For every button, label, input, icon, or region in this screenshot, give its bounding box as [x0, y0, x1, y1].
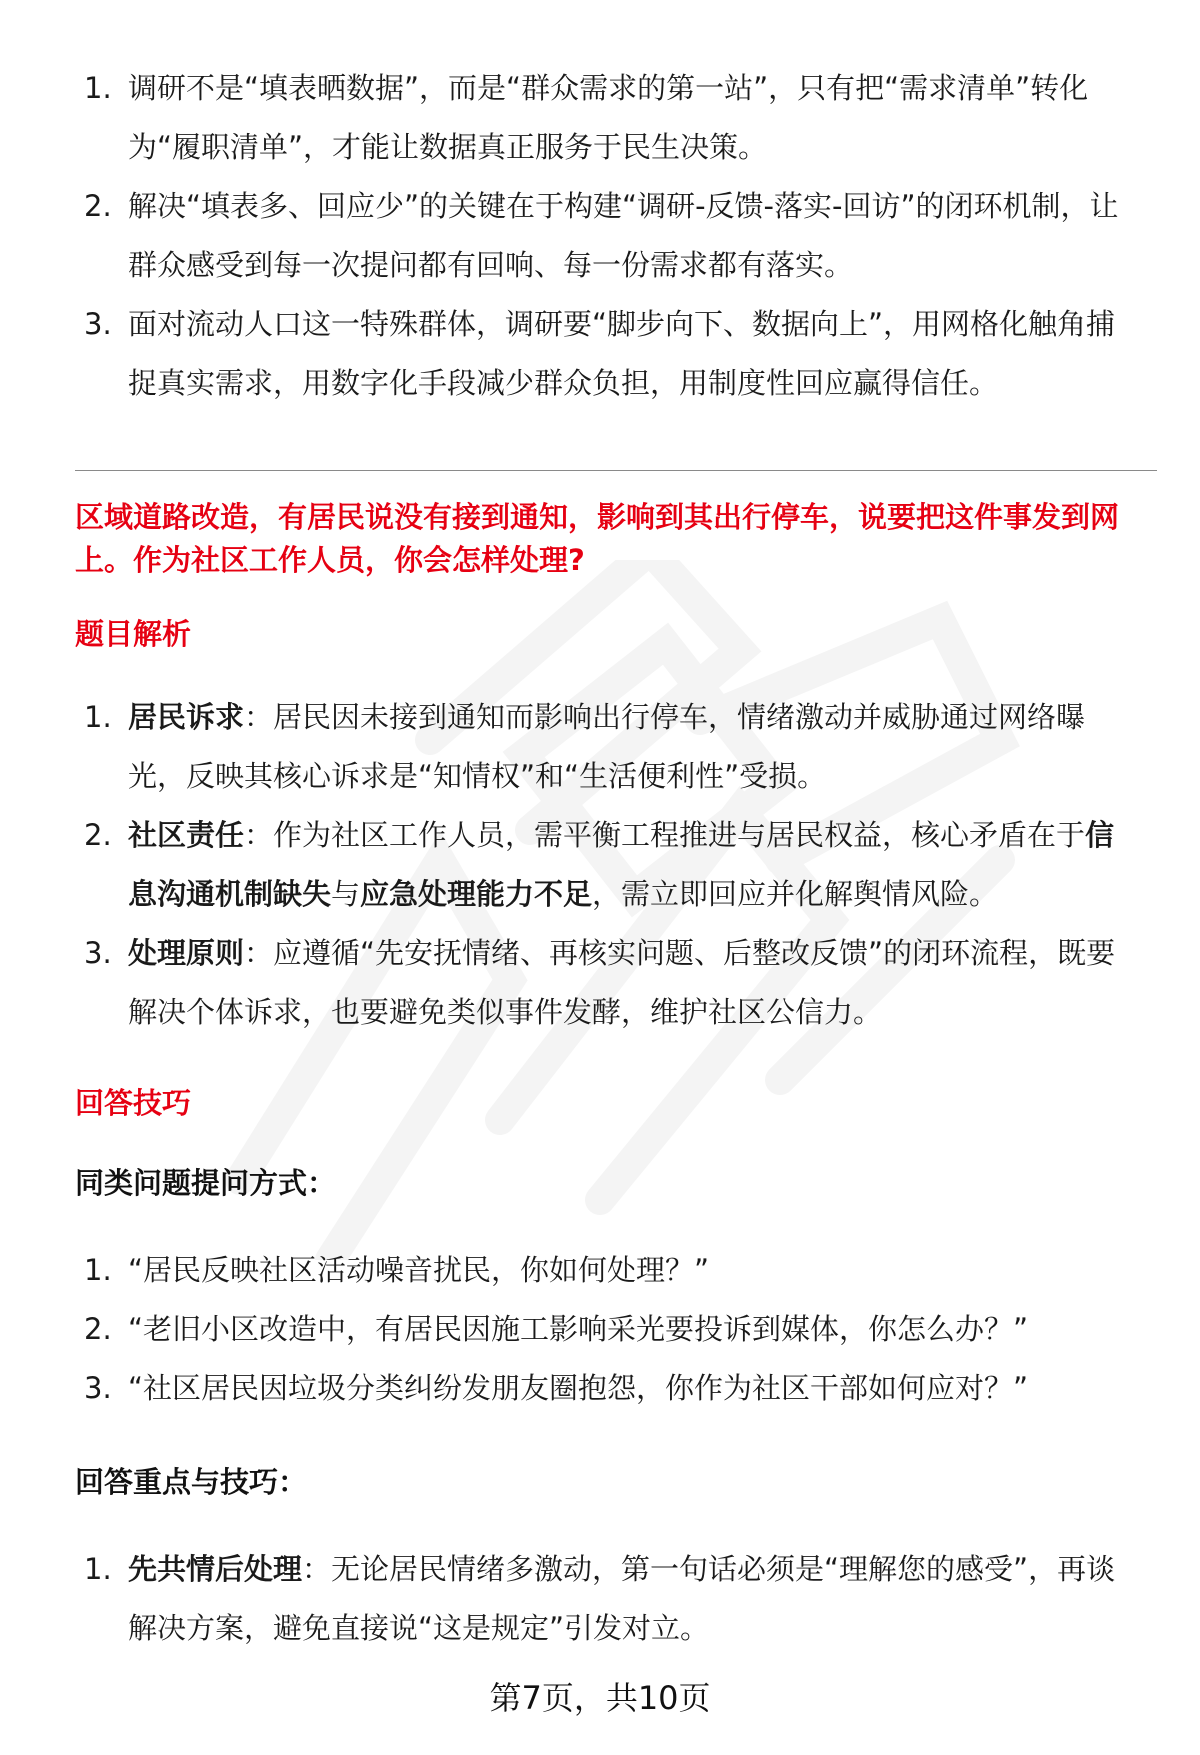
analysis-heading: 题目解析: [75, 617, 192, 651]
list-item-text: “居民反映社区活动噪音扰民，你如何处理？”: [128, 1253, 710, 1287]
skills-heading: 回答技巧: [75, 1086, 192, 1120]
list-number: 1.: [84, 71, 112, 105]
item-separator: ：: [244, 936, 274, 970]
item-label: 处理原则: [128, 936, 245, 970]
similar-questions-heading: 同类问题提问方式：: [75, 1166, 337, 1200]
question-title: 区域道路改造，有居民说没有接到通知，影响到其出行停车，说要把这件事发到网上。作为社区工作人员，你会怎样处理?: [75, 500, 1120, 577]
item-separator: ：: [244, 700, 274, 734]
list-number: 2.: [84, 818, 112, 852]
list-item-text: 应遵循“先安抚情绪、再核实问题、后整改反馈”的闭环流程，既要解决个体诉求，也要避免类似事件发酵，维护社区公信力。: [128, 936, 1116, 1029]
list-item-text: “老旧小区改造中，有居民因施工影响采光要投诉到媒体，你怎么办？”: [128, 1312, 1029, 1346]
list-item: [0, 1300, 1200, 1359]
list-item: [0, 1540, 1200, 1658]
list-item: [0, 806, 1200, 924]
item-label: 社区责任: [128, 818, 245, 852]
item-label: 先共情后处理: [128, 1552, 303, 1586]
list-item: [0, 1359, 1200, 1418]
item-separator: ：: [244, 818, 274, 852]
list-item-text: 与: [331, 877, 361, 911]
top-numbered-list: [0, 59, 1200, 413]
list-item: [0, 924, 1200, 1042]
list-item-text: 无论居民情绪多激动，第一句话必须是“理解您的感受”，再谈解决方案，避免直接说“这是规定”引发对立。: [128, 1552, 1116, 1645]
list-number: 3.: [84, 307, 112, 341]
key-points-heading: 回答重点与技巧：: [75, 1465, 308, 1499]
list-item-text: “社区居民因垃圾分类纠纷发朋友圈抱怨，你作为社区干部如何应对？”: [128, 1371, 1029, 1405]
list-number: 3.: [84, 1371, 112, 1405]
list-item-text: ，需立即回应并化解舆情风险。: [592, 877, 999, 911]
item-label: 居民诉求: [128, 700, 245, 734]
list-item: [0, 295, 1200, 413]
emphasis-text: 应急处理能力不足: [360, 877, 593, 911]
list-item-text: 作为社区工作人员，需平衡工程推进与居民权益，核心矛盾在于: [273, 818, 1086, 852]
section-divider: [75, 470, 1157, 471]
list-item-text: 调研不是“填表晒数据”，而是“群众需求的第一站”，只有把“需求清单”转化为“履职清单”，才能让数据真正服务于民生决策。: [128, 71, 1089, 164]
list-number: 1.: [84, 1253, 112, 1287]
list-item-text: 解决“填表多、回应少”的关键在于构建“调研-反馈-落实-回访”的闭环机制，让群众感受到每一次提问都有回响、每一份需求都有落实。: [128, 189, 1119, 282]
list-item-text: 面对流动人口这一特殊群体，调研要“脚步向下、数据向上”，用网格化触角捕捉真实需求，用数字化手段减少群众负担，用制度性回应赢得信任。: [128, 307, 1116, 400]
list-number: 3.: [84, 936, 112, 970]
list-item: [0, 59, 1200, 177]
analysis-list: [0, 688, 1200, 1042]
item-separator: ：: [302, 1552, 332, 1586]
similar-questions-list: [0, 1241, 1200, 1418]
list-item: [0, 1241, 1200, 1300]
page-number-footer: 第7页，共10页: [489, 1679, 711, 1717]
list-number: 2.: [84, 189, 112, 223]
emphasis-text: 信息沟通机制缺失: [128, 818, 1115, 911]
list-item-text: 居民因未接到通知而影响出行停车，情绪激动并威胁通过网络曝光，反映其核心诉求是“知情权”和“生活便利性”受损。: [128, 700, 1086, 793]
list-item: [0, 688, 1200, 806]
list-number: 1.: [84, 1552, 112, 1586]
list-number: 1.: [84, 700, 112, 734]
list-number: 2.: [84, 1312, 112, 1346]
list-item: [0, 177, 1200, 295]
key-points-list: [0, 1540, 1200, 1658]
